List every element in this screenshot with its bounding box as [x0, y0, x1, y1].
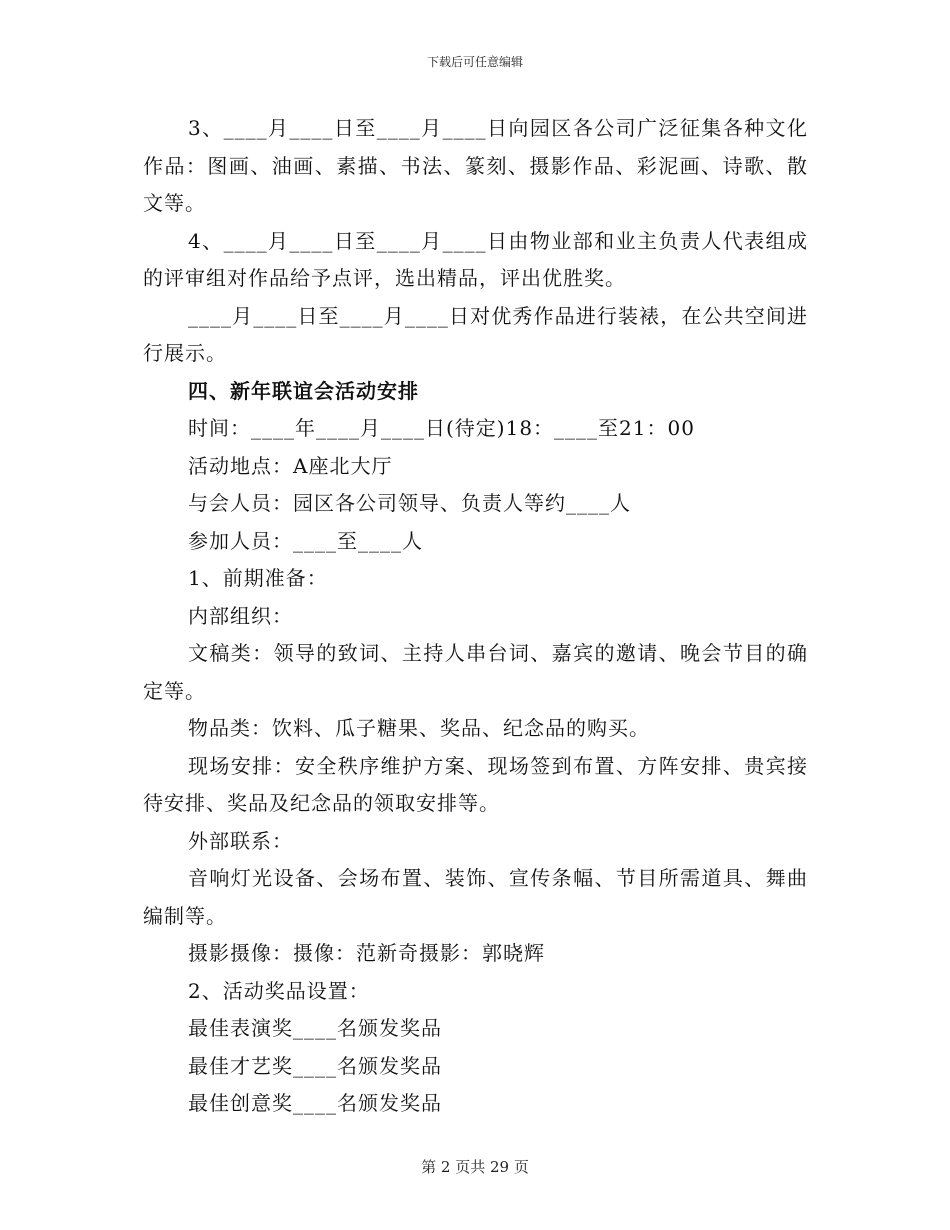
- award-item: 最佳才艺奖____名颁发奖品: [188, 1053, 442, 1078]
- attendees-line: 与会人员：园区各公司领导、负责人等约____人: [188, 491, 631, 515]
- paragraph-3: 3、____月____日至____月____日向园区各公司广泛征集各种文化作品：图画、油画、素描、书法、篆刻、摄影作品、彩泥画、诗歌、散文等。: [143, 116, 808, 215]
- onsite-paragraph: 现场安排：安全秩序维护方案、现场签到布置、方阵安排、贵宾接待安排、奖品及纪念品的领取安排等。: [143, 753, 808, 815]
- participants-line: 参加人员：____至____人: [188, 528, 423, 553]
- page-footer: 第 2 页共 29 页: [421, 1158, 529, 1176]
- award-item: 最佳表演奖____名颁发奖品: [188, 1016, 442, 1040]
- document-body: [143, 110, 808, 1123]
- items-paragraph: 物品类：饮料、瓜子糖果、奖品、纪念品的购买。: [188, 716, 650, 740]
- external-heading: 外部联系：: [188, 828, 293, 853]
- paragraph-display: ____月____日至____月____日对优秀作品进行装裱，在公共空间进行展示。: [143, 303, 808, 365]
- photography-line: 摄影摄像：摄像：范新奇摄影：郭晓辉: [188, 941, 545, 965]
- time-line: 时间：____年____月____日(待定)18：____至21：00: [188, 416, 695, 440]
- documents-paragraph: 文稿类：领导的致词、主持人串台词、嘉宾的邀请、晚会节目的确定等。: [143, 641, 808, 703]
- location-line: 活动地点：A座北大厅: [188, 453, 393, 478]
- internal-org-heading: 内部组织：: [188, 603, 293, 628]
- page-header: 下载后可任意编辑: [426, 55, 523, 69]
- equipment-paragraph: 音响灯光设备、会场布置、装饰、宣传条幅、节目所需道具、舞曲编制等。: [143, 866, 808, 928]
- section-heading: 四、新年联谊会活动安排: [188, 378, 419, 403]
- awards-heading: 2、活动奖品设置：: [188, 978, 370, 1003]
- award-item: 最佳创意奖____名颁发奖品: [188, 1091, 442, 1115]
- paragraph-4: 4、____月____日至____月____日由物业部和业主负责人代表组成的评审组对作品给予点评，选出精品，评出优胜奖。: [143, 228, 808, 290]
- preparation-heading: 1、前期准备：: [188, 566, 328, 590]
